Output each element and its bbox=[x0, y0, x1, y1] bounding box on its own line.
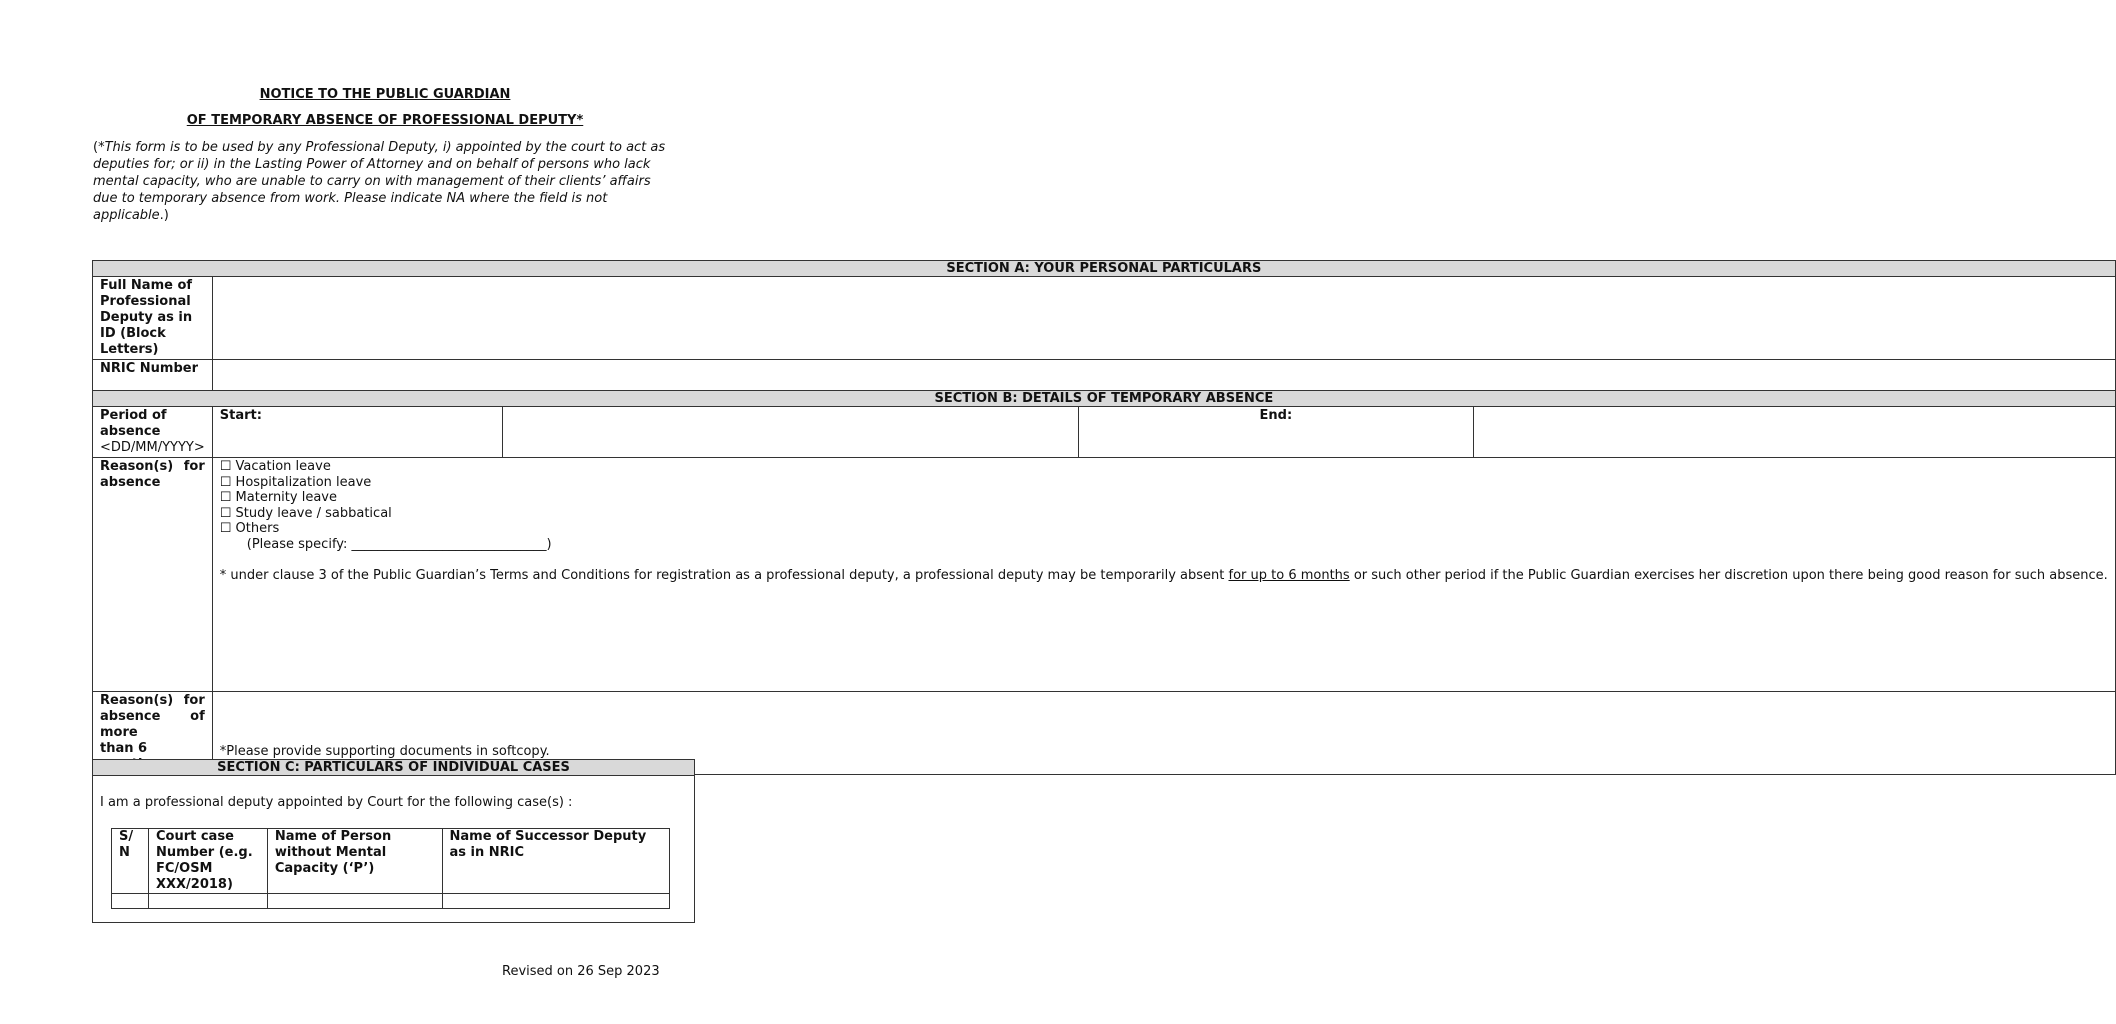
intro-close-paren: .) bbox=[159, 208, 169, 223]
period-label bbox=[93, 407, 213, 458]
section-a-b-table bbox=[92, 260, 2116, 775]
start-date-field[interactable] bbox=[502, 407, 1078, 458]
reason-label-word3: absence bbox=[100, 475, 161, 490]
reason-label-word1: Reason(s) bbox=[100, 459, 174, 474]
period-label-text: Period of absence bbox=[100, 408, 167, 439]
reason-options bbox=[212, 458, 2115, 692]
section-c-box bbox=[92, 759, 695, 923]
form-title-line2: OF TEMPORARY ABSENCE OF PROFESSIONAL DEPUTY* bbox=[186, 113, 584, 128]
absence-clause-note bbox=[220, 568, 2108, 584]
cell-person[interactable] bbox=[267, 894, 442, 909]
nric-field[interactable] bbox=[212, 360, 2115, 391]
others-specify-line[interactable]: (Please specify: ______________________________) bbox=[246, 536, 552, 552]
col-header-court-case: Court case Number (e.g. FC/OSM XXX/2018) bbox=[148, 829, 267, 894]
full-name-label: Full Name of Professional Deputy as in ID (Block Letters) bbox=[93, 277, 213, 360]
col-header-sn: S/ N bbox=[112, 829, 149, 894]
intro-open-paren: ( bbox=[93, 140, 99, 155]
end-label: End: bbox=[1078, 407, 1474, 458]
reason-label-word2: for bbox=[183, 459, 205, 474]
checkbox-study-leave[interactable]: ☐ Study leave / sabbatical bbox=[219, 505, 392, 521]
form-instructions bbox=[93, 139, 678, 224]
note-start: * under clause 3 of the Public Guardian’s Terms and Conditions for registration as a professional deputy, a professional deputy may be temporarily absent bbox=[219, 568, 1229, 583]
checkbox-maternity-leave[interactable]: ☐ Maternity leave bbox=[219, 490, 337, 505]
section-c-intro: I am a professional deputy appointed by Court for the following case(s) : bbox=[100, 795, 573, 810]
supporting-docs-note: *Please provide supporting documents in softcopy. bbox=[219, 744, 550, 759]
reason-label bbox=[93, 458, 213, 692]
nric-label: NRIC Number bbox=[93, 360, 213, 391]
cell-court-case[interactable] bbox=[148, 894, 267, 909]
form-title-line1: NOTICE TO THE PUBLIC GUARDIAN bbox=[259, 87, 511, 102]
full-name-field[interactable] bbox=[212, 277, 2115, 360]
long-reason-label-line3: than 6 bbox=[100, 741, 148, 756]
intro-text: *This form is to be used by any Professional Deputy, i) appointed by the court to act as deputies for; or ii) in the Lasting Power of Attorney and on behalf of persons who lack mental capacity, who are unable to carry on with management of their clients’ affairs due to temporary absence from work. Please indicate NA where the field is not applicable bbox=[93, 140, 666, 223]
checkbox-hospitalization-leave[interactable]: ☐ Hospitalization leave bbox=[219, 474, 372, 490]
col-header-person: Name of Person without Mental Capacity (‘P’) bbox=[267, 829, 442, 894]
col-header-successor: Name of Successor Deputy as in NRIC bbox=[442, 829, 670, 894]
revision-date: Revised on 26 Sep 2023 bbox=[502, 964, 660, 979]
section-b-heading: SECTION B: DETAILS OF TEMPORARY ABSENCE bbox=[93, 391, 2116, 407]
start-label: Start: bbox=[212, 407, 502, 458]
section-c-heading: SECTION C: PARTICULARS OF INDIVIDUAL CASES bbox=[93, 760, 694, 776]
checkbox-others[interactable]: ☐ Others bbox=[219, 521, 280, 536]
cell-sn[interactable] bbox=[112, 894, 149, 909]
section-a-heading: SECTION A: YOUR PERSONAL PARTICULARS bbox=[93, 261, 2116, 277]
end-date-field[interactable] bbox=[1474, 407, 2116, 458]
note-end: or such other period if the Public Guardian exercises her discretion upon there being good reason for such absence. bbox=[1349, 568, 2108, 583]
checkbox-vacation-leave[interactable]: ☐ Vacation leave bbox=[219, 459, 331, 474]
cell-successor[interactable] bbox=[442, 894, 670, 909]
period-format: <DD/MM/YYYY> bbox=[100, 440, 205, 455]
long-reason-label-line1: Reason(s) for bbox=[100, 693, 205, 708]
cases-table bbox=[111, 828, 670, 909]
long-reason-label-line2: absence of more bbox=[100, 709, 205, 740]
note-underlined: for up to 6 months bbox=[1228, 568, 1350, 583]
